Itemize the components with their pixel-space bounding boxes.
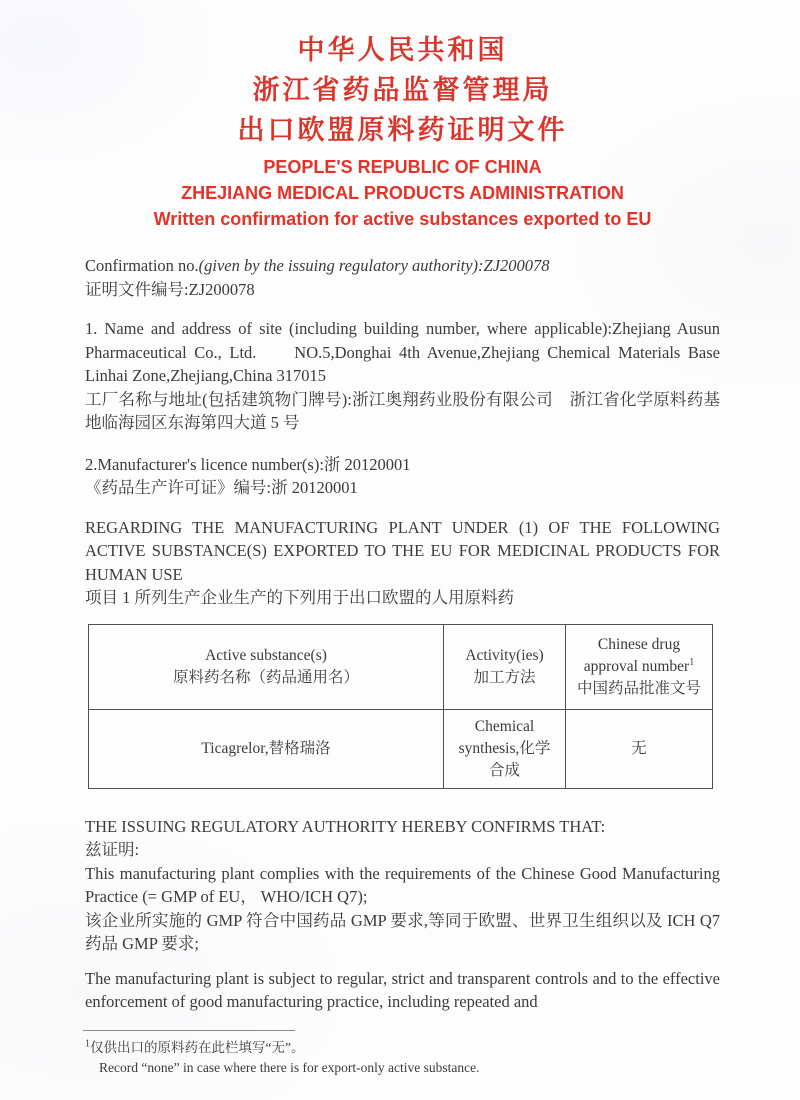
header-approval-number bbox=[566, 624, 713, 709]
header-approval-number-cn: 中国药品批准文号 bbox=[576, 679, 701, 697]
table-row bbox=[89, 709, 713, 788]
title-cn-authority: 浙江省药品监督管理局 bbox=[252, 75, 553, 105]
confirms-heading-en: THE ISSUING REGULATORY AUTHORITY HEREBY CONFIRMS THAT: bbox=[85, 816, 606, 836]
footnote-cn bbox=[85, 1038, 720, 1058]
title-en-country: PEOPLE'S REPUBLIC OF CHINA bbox=[263, 157, 542, 177]
closing-paragraph: The manufacturing plant is subject to regular, strict and transparent controls and to the effective enforcement of good manufacturing practice, including repeated and bbox=[85, 968, 720, 1011]
header-activity bbox=[444, 624, 566, 709]
footnote-separator bbox=[83, 1030, 295, 1031]
section1-en: 1. Name and address of site (including building number, where applicable):Zhejiang Ausun Pharmaceutical Co., Ltd. NO.5,Donghai 4th Avenue,Zhejiang Chemical Materials Base Linhai Zone,Zhejiang,China 317015 bbox=[85, 319, 720, 385]
title-en-document: Written confirmation for active substances exported to EU bbox=[153, 209, 652, 229]
title-en-authority: ZHEJIANG MEDICAL PRODUCTS ADMINISTRATION bbox=[181, 183, 624, 203]
header-approval-number-en bbox=[574, 634, 704, 678]
header-activity-cn: 加工方法 bbox=[473, 668, 536, 686]
section2-cn: 《药品生产许可证》编号:浙 20120001 bbox=[85, 478, 358, 497]
active-substance-table bbox=[88, 624, 713, 789]
header-approval-number-en-text: Chinese drug approval number bbox=[583, 635, 690, 675]
section2-licence-number bbox=[85, 453, 720, 500]
regarding-en: REGARDING THE MANUFACTURING PLANT UNDER (1) OF THE FOLLOWING ACTIVE SUBSTANCE(S) EXPORTED TO THE EU FOR MEDICINAL PRODUCTS FOR HUMAN USE bbox=[85, 517, 720, 584]
confirmation-value: (given by the issuing regulatory authority):ZJ200078 bbox=[198, 256, 550, 275]
cell-activity: Chemical synthesis,化学合成 bbox=[444, 709, 566, 788]
footnote-en: Record “none” in case where there is for export-only active substance. bbox=[99, 1059, 480, 1075]
confirmation-number-cn: 证明文件编号:ZJ200078 bbox=[85, 279, 255, 299]
confirms-para-cn: 该企业所实施的 GMP 符合中国药品 GMP 要求,等同于欧盟、世界卫生组织以及 ICH Q7 药品 GMP 要求; bbox=[85, 910, 720, 953]
title-cn-country: 中华人民共和国 bbox=[297, 35, 508, 65]
header-active-substance-en: Active substance(s) bbox=[205, 646, 327, 664]
cell-approval-number: 无 bbox=[566, 709, 713, 788]
header-approval-number-footnote-ref: 1 bbox=[689, 656, 695, 668]
cell-substance-name: Ticagrelor,替格瑞洛 bbox=[89, 709, 444, 788]
section1-cn: 工厂名称与地址(包括建筑物门牌号):浙江奥翔药业股份有限公司 浙江省化学原料药基地临海园区东海第四大道 5 号 bbox=[85, 389, 720, 432]
confirmation-label: Confirmation no. bbox=[85, 256, 199, 275]
confirms-block bbox=[85, 815, 720, 956]
table-header-row bbox=[89, 624, 713, 709]
confirms-para-en: This manufacturing plant complies with the requirements of the Chinese Good Manufacturing Practice (= GMP of EU， WHO/ICH Q7); bbox=[85, 863, 720, 906]
header-activity-en: Activity(ies) bbox=[465, 646, 544, 664]
footnote-cn-text: 仅供出口的原料药在此栏填写“无”。 bbox=[90, 1039, 305, 1055]
header-active-substance-cn: 原料药名称（药品通用名） bbox=[172, 668, 359, 686]
confirms-heading-cn: 兹证明: bbox=[85, 840, 140, 859]
regarding-cn: 项目 1 所列生产企业生产的下列用于出口欧盟的人用原料药 bbox=[85, 588, 514, 607]
section2-en: 2.Manufacturer's licence number(s):浙 20120001 bbox=[85, 454, 411, 474]
section1-site-name-address bbox=[85, 317, 720, 435]
header-active-substance bbox=[89, 624, 444, 709]
regarding-statement bbox=[85, 516, 720, 610]
footnote-marker: 1 bbox=[85, 1038, 90, 1049]
title-cn-document: 出口欧盟原料药证明文件 bbox=[237, 115, 568, 145]
confirmation-number-line bbox=[85, 254, 720, 278]
